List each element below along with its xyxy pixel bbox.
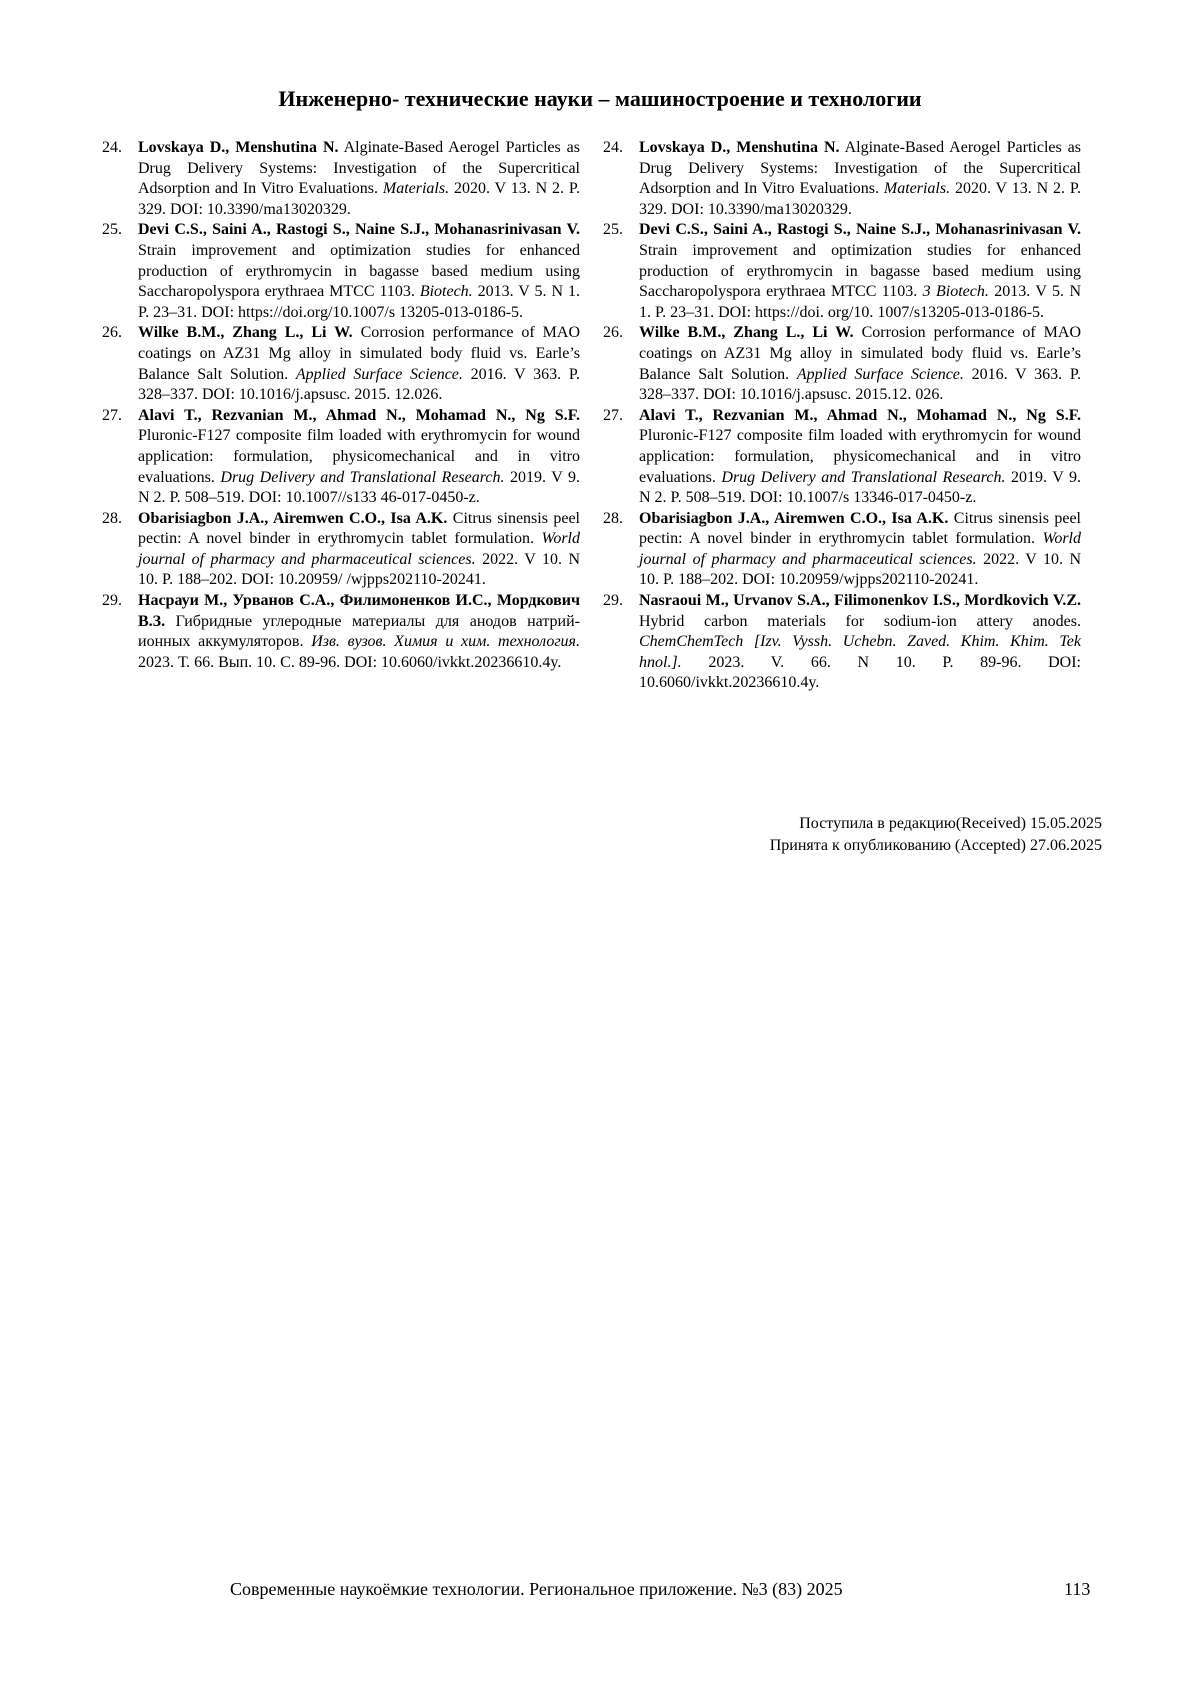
reference-number: 24. — [603, 139, 623, 156]
journal-footer: Современные наукоёмкие технологии. Региональное приложение. №3 (83) 2025 — [230, 1579, 843, 1599]
reference-authors: Alavi T., Rezvanian M., Ahmad N., Mohamad N., Ng S.F. — [138, 406, 580, 424]
reference-details: 2022. V 10. N 10. P. 188–202. DOI: 10.20959/wjpps202110-20241. — [639, 550, 1082, 589]
reference-details: 2016. V 363. P. 328–337. DOI: 10.1016/j.apsusc. 2015. 12.026. — [138, 365, 581, 404]
reference-title: Pluronic-F127 composite film loaded with erythromycin for wound application: formulation, physicomechanical and in vitro evaluations. — [639, 427, 1081, 486]
reference-text — [639, 509, 1081, 591]
reference-number: 27. — [102, 406, 122, 424]
reference-item — [603, 591, 1081, 694]
reference-authors: Devi C.S., Saini A., Rastogi S., Naine S.J., Mohanasrinivasan V. — [138, 221, 580, 239]
reference-title: Гибридные углеродные материалы для анодов натрий-ионных аккумуляторов. — [138, 612, 580, 651]
reference-item — [102, 220, 580, 323]
reference-journal: 3 Biotech. — [922, 283, 989, 301]
reference-title: Citrus sinensis peel pectin: A novel binder in erythromycin tablet formulation. — [138, 509, 580, 548]
reference-journal: Изв. вузов. Химия и хим. технология. — [311, 633, 580, 651]
reference-authors: Obarisiagbon J.A., Airemwen C.O., Isa A.K. — [138, 509, 448, 527]
reference-item — [102, 591, 580, 673]
reference-number: 24. — [102, 139, 122, 156]
reference-item — [102, 509, 580, 591]
reference-number: 28. — [102, 509, 122, 527]
page-number: 113 — [1064, 1579, 1091, 1599]
reference-title: Corrosion performance of MAO coatings on AZ31 Mg alloy in simulated body fluid vs. Earle’s Balance Salt Solution. — [138, 324, 581, 383]
reference-journal: Drug Delivery and Translational Research. — [721, 468, 1006, 486]
reference-authors: Lovskaya D., Menshutina N. — [639, 139, 840, 156]
reference-text — [138, 220, 580, 323]
reference-authors: Lovskaya D., Menshutina N. — [138, 139, 339, 156]
reference-text — [138, 138, 580, 220]
reference-details: 2020. V 13. N 2. P. 329. DOI: 10.3390/ma13020329. — [639, 180, 1081, 218]
references-russian-column — [102, 138, 580, 673]
reference-text — [639, 138, 1081, 220]
reference-item — [603, 509, 1081, 591]
running-header: Инженерно- технические науки – машиностроение и технологии — [278, 86, 922, 111]
reference-details: 2019. V 9. N 2. P. 508–519. DOI: 10.1007/s 13346-017-0450-z. — [639, 468, 1081, 507]
received-date: Поступила в редакцию(Received) 15.05.2025 — [799, 815, 1102, 832]
reference-number: 29. — [102, 592, 122, 610]
reference-journal: Drug Delivery and Translational Research. — [220, 468, 505, 486]
accepted-date: Принята к опубликованию (Accepted) 27.06.2025 — [769, 837, 1102, 854]
reference-details: 2022. V 10. N 10. P. 188–202. DOI: 10.20959/ /wjpps202110-20241. — [138, 550, 581, 589]
reference-details: 2023. Т. 66. Вып. 10. С. 89-96. DOI: 10.6060/ivkkt.20236610.4y. — [138, 653, 562, 671]
reference-journal: Biotech. — [419, 283, 473, 301]
references-english-column — [603, 138, 1081, 694]
reference-number: 29. — [603, 592, 623, 610]
reference-item — [603, 323, 1081, 405]
reference-details: 2023. V. 66. N 10. P. 89-96. DOI: 10.6060/ivkkt.20236610.4y. — [639, 653, 1081, 692]
reference-text — [639, 323, 1081, 405]
reference-journal: Applied Surface Science. — [295, 365, 463, 383]
reference-journal: Materials. — [382, 180, 450, 198]
reference-title: Corrosion performance of MAO coatings on AZ31 Mg alloy in simulated body fluid vs. Earle’s Balance Salt Solution. — [639, 324, 1082, 383]
reference-text — [639, 220, 1081, 323]
reference-item — [603, 406, 1081, 509]
reference-text — [639, 406, 1081, 509]
reference-number: 26. — [603, 324, 623, 342]
reference-number: 27. — [603, 406, 623, 424]
reference-authors: Obarisiagbon J.A., Airemwen C.O., Isa A.K. — [639, 509, 949, 527]
reference-authors: Nasraoui M., Urvanov S.A., Filimonenkov I.S., Mordkovich V.Z. — [639, 592, 1081, 610]
reference-details: 2016. V 363. P. 328–337. DOI: 10.1016/j.apsusc. 2015.12. 026. — [639, 365, 1082, 404]
reference-journal: World journal of pharmacy and pharmaceutical sciences. — [639, 530, 1081, 568]
reference-authors: Alavi T., Rezvanian M., Ahmad N., Mohamad N., Ng S.F. — [639, 406, 1081, 424]
reference-journal: World journal of pharmacy and pharmaceutical sciences. — [138, 530, 580, 568]
reference-details: 2019. V 9. N 2. P. 508–519. DOI: 10.1007//s133 46-017-0450-z. — [138, 468, 580, 507]
reference-text — [138, 509, 580, 591]
submission-dates — [770, 813, 1102, 857]
reference-title: Strain improvement and optimization studies for enhanced production of erythromycin in bagasse based medium using Saccharopolyspora erythraea MTCC 1103. — [639, 241, 1081, 301]
reference-number: 25. — [603, 221, 623, 239]
reference-item — [603, 138, 1081, 220]
reference-number: 26. — [102, 324, 122, 342]
reference-title: Citrus sinensis peel pectin: A novel binder in erythromycin tablet formulation. — [639, 509, 1081, 548]
reference-item — [102, 406, 580, 509]
reference-item — [603, 220, 1081, 323]
reference-title: Hybrid carbon materials for sodium-ion attery anodes. — [639, 612, 1081, 630]
reference-text — [138, 323, 580, 405]
reference-authors: Devi C.S., Saini A., Rastogi S., Naine S.J., Mohanasrinivasan V. — [639, 221, 1081, 239]
reference-journal: ChemChemTech [Izv. Vyssh. Uchebn. Zaved. Khim. Khim. Tek hnol.]. — [639, 633, 1081, 671]
reference-number: 25. — [102, 221, 122, 239]
reference-title: Alginate-Based Aerogel Particles as Drug Delivery Systems: Investigation of the Supercritical Adsorption and In Vitro Evaluations. — [639, 139, 1082, 198]
reference-title: Alginate-Based Aerogel Particles as Drug Delivery Systems: Investigation of the Supercritical Adsorption and In Vitro Evaluations. — [138, 139, 581, 198]
reference-number: 28. — [603, 509, 623, 527]
reference-authors: Wilke B.M., Zhang L., Li W. — [138, 324, 353, 342]
reference-authors: Wilke B.M., Zhang L., Li W. — [639, 324, 854, 342]
reference-journal: Applied Surface Science. — [796, 365, 964, 383]
reference-item — [102, 138, 580, 220]
reference-text — [639, 591, 1081, 694]
reference-details: 2013. V 5. N 1. P. 23–31. DOI: https://doi.org/10.1007/s 13205-013-0186-5. — [138, 283, 580, 321]
reference-item — [102, 323, 580, 405]
reference-text — [138, 591, 580, 673]
reference-journal: Materials. — [883, 180, 951, 198]
reference-text — [138, 406, 580, 509]
reference-title: Pluronic-F127 composite film loaded with erythromycin for wound application: formulation, physicomechanical and in vitro evaluations. — [138, 427, 580, 486]
reference-details: 2020. V 13. N 2. P. 329. DOI: 10.3390/ma13020329. — [138, 180, 580, 218]
reference-authors: Насрауи М., Урванов С.А., Филимоненков И.С., Мордкович В.З. — [138, 592, 580, 630]
reference-details: 2013. V 5. N 1. P. 23–31. DOI: https://doi. org/10. 1007/s13205-013-0186-5. — [639, 283, 1082, 321]
reference-title: Strain improvement and optimization studies for enhanced production of erythromycin in bagasse based medium using Saccharopolyspora erythraea MTCC 1103. — [138, 241, 580, 301]
